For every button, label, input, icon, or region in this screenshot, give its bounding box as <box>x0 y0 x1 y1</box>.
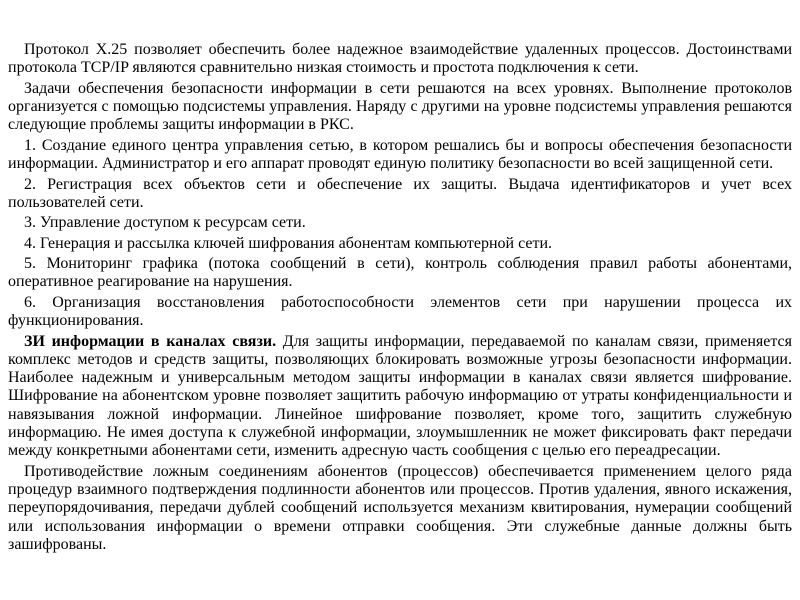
list-item-4: 4. Генерация и рассылка ключей шифрования абонентам компьютерной сети. <box>24 234 553 252</box>
paragraph-lead-heading: ЗИ информации в каналах связи. <box>24 332 277 350</box>
paragraph-x25-tcpip: Протокол X.25 позволяет обеспечить более надежное взаимодействие удаленных процессов. Достоинствами протокола TCP/IP являются сравнительно низкая стоимость и простота подключения к сети. <box>8 41 792 77</box>
list-item-3: 3. Управление доступом к ресурсам сети. <box>24 214 306 232</box>
paragraph-security-tasks: Задачи обеспечения безопасности информации в сети решаются на всех уровнях. Выполнение протоколов организуется с помощью подсистемы управления. Наряду с другими на уровне подсистемы управления решаются следующие проблемы защиты информации в РКС. <box>8 79 792 134</box>
list-item-6: 6. Организация восстановления работоспособности элементов сети при нарушении процесса их функционирования. <box>8 293 792 330</box>
document-page <box>8 41 792 557</box>
paragraph-false-connections: Противодействие ложным соединениям абонентов (процессов) обеспечивается применением целого ряда процедур взаимного подтверждения подлинности абонентов или процессов. Против удаления, явного искажения, переупорядочивания, передачи дублей сообщений используется механизм квитирования, нумерации сообщений или использования информации о времени отправки сообщения. Эти служебные данные должны быть зашифрованы. <box>8 462 792 554</box>
paragraph-channel-protection <box>8 333 792 461</box>
list-item-2: 2. Регистрация всех объектов сети и обеспечение их защиты. Выдача идентификаторов и учет всех пользователей сети. <box>8 175 792 211</box>
list-item-5: 5. Мониторинг графика (потока сообщений в сети), контроль соблюдения правил работы абонентами, оперативное реагирование на нарушения. <box>8 255 792 291</box>
list-item-1: 1. Создание единого центра управления сетью, в котором решались бы и вопросы обеспечения безопасности информации. Администратор и его аппарат проводят единую политику безопасности во всей защищенной сети. <box>8 136 792 173</box>
paragraph-body: Для защиты информации, передаваемой по каналам связи, применяется комплекс методов и средств защиты, позволяющих блокировать возможные угрозы безопасности информации. Наиболее надежным и универсальным методом защиты информации в каналах связи является шифрование. Шифрование на абонентском уровне позволяет защитить рабочую информацию от утраты конфиденциальности и навязывания ложной информации. Линейное шифрование позволяет, кроме того, защитить служебную информацию. Не имея доступа к служебной информации, злоумышленник не может фиксировать факт передачи между конкретными абонентами сети, изменить адресную часть сообщения с целью его переадресации. <box>8 332 792 460</box>
